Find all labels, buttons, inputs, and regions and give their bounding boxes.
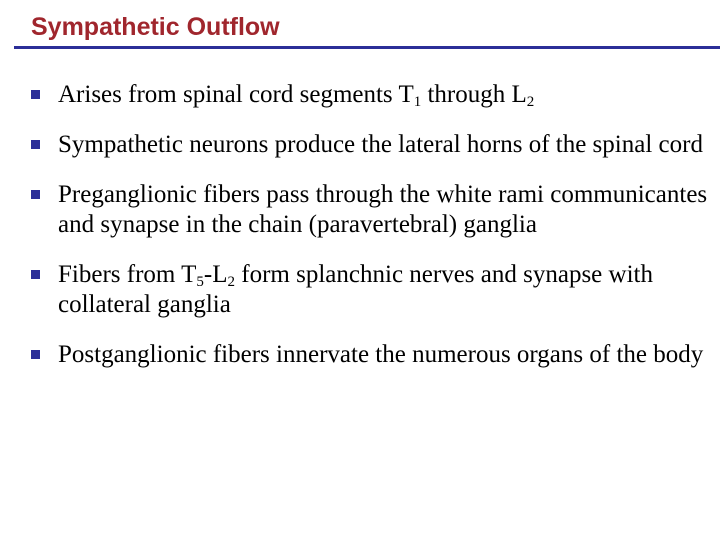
bullet-text-segment: -L <box>203 261 228 288</box>
slide-title: Sympathetic Outflow <box>31 13 280 41</box>
bullet-text-segment: Preganglionic fibers pass through the white rami communicantes and synapse in the chain (paravertebral) ganglia <box>58 181 708 238</box>
subscript: 1 <box>413 94 422 110</box>
bullet-text-segment: through L <box>421 81 527 108</box>
square-bullet-icon <box>31 350 40 359</box>
subscript: 2 <box>526 94 535 110</box>
bullet-text-segment: Arises from spinal cord segments T <box>58 81 414 108</box>
bullet-text-segment: form splanchnic nerves and synapse with collateral ganglia <box>58 261 653 318</box>
subscript: 2 <box>227 274 236 290</box>
bullet-list <box>31 80 711 390</box>
list-item <box>31 130 711 160</box>
bullet-text <box>58 80 711 110</box>
bullet-text-segment: Sympathetic neurons produce the lateral horns of the spinal cord <box>58 131 703 158</box>
bullet-text <box>58 130 711 160</box>
square-bullet-icon <box>31 190 40 199</box>
title-underline <box>14 46 720 49</box>
subscript: 5 <box>196 274 204 290</box>
list-item <box>31 340 711 370</box>
square-bullet-icon <box>31 90 40 99</box>
square-bullet-icon <box>31 140 40 149</box>
bullet-text <box>58 180 711 240</box>
list-item <box>31 260 711 320</box>
bullet-text <box>58 340 711 370</box>
bullet-text <box>58 260 711 320</box>
list-item <box>31 80 711 110</box>
square-bullet-icon <box>31 270 40 279</box>
list-item <box>31 180 711 240</box>
bullet-text-segment: Postganglionic fibers innervate the numerous organs of the body <box>58 341 704 368</box>
bullet-text-segment: Fibers from T <box>58 261 197 288</box>
